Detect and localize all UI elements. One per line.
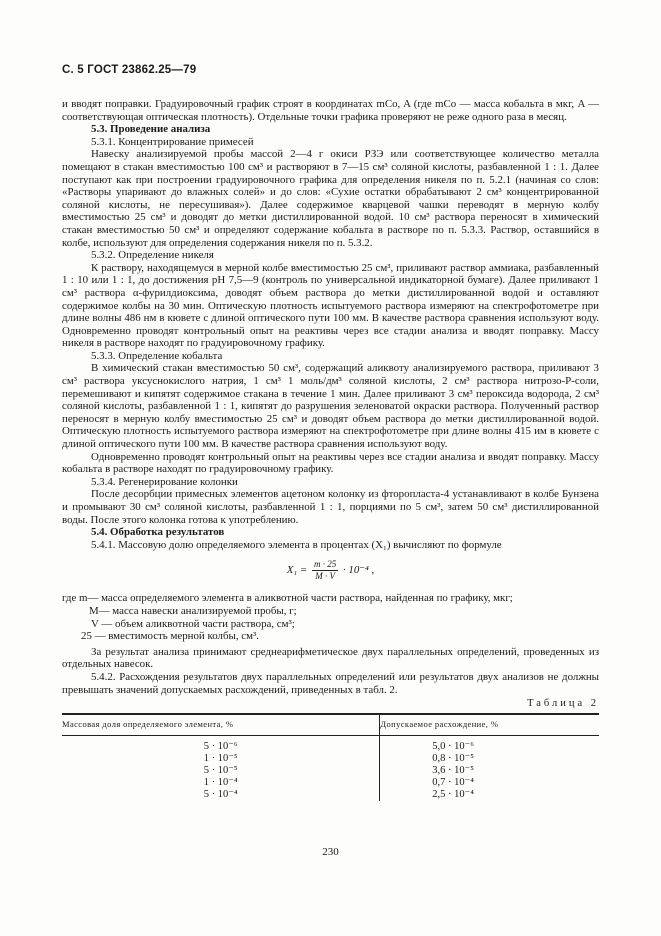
legend-25: 25 — вместимость мерной колбы, см³. bbox=[81, 630, 259, 643]
paragraph-calibration-end: и вводят поправки. Градуировочный график строят в координатах mCo, A (где mCo — масса кобальта в мкг, A — соответствующая оптическая плотность). Отдельные точки графика проверяют не реже одного раза в месяц. bbox=[62, 98, 599, 123]
legend-M: M— масса навески анализируемой пробы, г; bbox=[89, 604, 297, 617]
paragraph-5-3-3: В химический стакан вместимостью 50 см³, содержащий аликвоту анализируемого раствора, приливают 3 см³ раствора уксуснокислого натрия, 1 см³ 1 моль/дм³ соляной кислоты, 2 см³ раствора нитрозо-Р-соли, перемешивают и кипятят содержимое стакана в течение 1 мин. Далее приливают 3 см³ пероксида водорода, 2 см³ соляной кислоты, разбавленной 1 : 1, кипятят до разрушения зеленоватой окраски раствора. Полученный раствор переносят в мерную колбу вместимостью 25 см³ и доводят объем раствора до метки дистиллированной водой. Оптическую плотность испытуемого раствора измеряют на спектрофотометре при длине волны 415 им в кювете с длиной оптического пути 100 мм. В качестве раствора сравнения используют воду. bbox=[62, 362, 599, 451]
table-header-row bbox=[62, 714, 599, 736]
paragraph-result: За результат анализа принимают среднеарифметическое двух параллельных определений, проведенных из отдельных навесок. bbox=[62, 645, 599, 671]
table-row bbox=[62, 736, 599, 754]
paragraph-5-3-3-control: Одновременно проводят контрольный опыт на реактивы через все стадии анализа и вводят поправку. Массу кобальта в растворе находят по градуировочному графику. bbox=[62, 450, 599, 476]
legend-m: где m— масса определяемого элемента в аликвотной части раствора, найденная по графику, мкг; bbox=[62, 592, 513, 605]
page-header: С. 5 ГОСТ 23862.25—79 bbox=[62, 64, 197, 76]
table-row bbox=[62, 789, 599, 801]
table-cell-tolerance: 0,7 · 10⁻⁴ bbox=[432, 777, 474, 789]
table-cell-fraction: 1 · 10⁻⁵ bbox=[62, 753, 380, 765]
section-heading-5-4: 5.4. Обработка результатов bbox=[91, 526, 225, 539]
table-header-tolerance: Допускаемое расхождение, % bbox=[380, 714, 599, 736]
paragraph-5-3-2: К раствору, находящемуся в мерной колбе вместимостью 25 см³, приливают раствор аммиака, разбавленный 1 : 10 или 1 : 1, до достижения рН 7,5—9 (контроль по универсальной индикаторной бумаге). Далее приливают 1 см³ раствора α-фурилдиоксима, доводят объем раствора до метки дистиллированной водой и оставляют содержимое колбы на 30 мин. Оптическую плотность испытуемого раствора измеряют на спектрофотометре при длине волны 486 нм в кювете с длиной оптического пути 100 мм. В качестве раствора сравнения используют воду. Одновременно проводят контрольный опыт на реактивы через все стадии анализа и вводят поправку. Массу никеля в растворе находят по градуировочному графику. bbox=[62, 261, 599, 350]
legend-V: V — объем аликвотной части раствора, см³; bbox=[91, 617, 295, 630]
formula-denominator: M · V bbox=[315, 571, 335, 582]
subsection-heading-5-3-2: 5.3.2. Определение никеля bbox=[91, 249, 214, 262]
paragraph-5-4-2: 5.4.2. Расхождения результатов двух параллельных определений или результатов двух анализов не должны превышать значений допускаемых расхождений, приведенных в табл. 2. bbox=[62, 670, 599, 696]
table-cell-tolerance: 0,8 · 10⁻⁵ bbox=[432, 753, 474, 765]
subsection-heading-5-3-1: 5.3.1. Концентрирование примесей bbox=[91, 135, 254, 148]
table-cell-fraction: 5 · 10⁻⁵ bbox=[62, 765, 380, 777]
table-row bbox=[62, 777, 599, 789]
table-cell-fraction: 5 · 10⁻⁶ bbox=[62, 736, 380, 754]
formula-numerator: m · 25 bbox=[313, 559, 337, 570]
tolerance-table bbox=[62, 713, 599, 802]
paragraph-5-4-1: 5.4.1. Массовую долю определяемого элемента в процентах (X₁) вычисляют по формуле bbox=[91, 538, 502, 551]
table-cell-fraction: 5 · 10⁻⁴ bbox=[62, 789, 380, 801]
table-cell-tolerance: 3,6 · 10⁻⁵ bbox=[432, 765, 474, 777]
formula-lhs: X₁ = bbox=[286, 564, 308, 577]
formula-tail: · 10⁻⁴ , bbox=[342, 564, 375, 577]
table-row bbox=[62, 765, 599, 777]
table-caption: Таблица 2 bbox=[527, 698, 599, 710]
mass-fraction-formula bbox=[62, 551, 599, 592]
table-header-fraction: Массовая доля определяемого элемента, % bbox=[62, 714, 380, 736]
paragraph-5-3-4: После десорбции примесных элементов ацетоном колонку из фторопласта-4 устанавливают в колбе Бунзена и промывают 30 см³ соляной кислоты, разбавленной 1 : 1, порциями по 5 см³, затем 50 см³ дистиллированной воды. После этого колонка готова к употреблению. bbox=[62, 488, 599, 526]
page-number: 230 bbox=[322, 846, 339, 858]
table-cell-fraction: 1 · 10⁻⁴ bbox=[62, 777, 380, 789]
document-body bbox=[62, 98, 599, 801]
subsection-heading-5-3-4: 5.3.4. Регенерирование колонки bbox=[91, 475, 238, 488]
paragraph-5-3-1: Навеску анализируемой пробы массой 2—4 г окиси РЗЭ или соответствующее количество металла помещают в стакан вместимостью 100 см³ и растворяют в 7—15 см³ соляной кислоты, разбавленной 1 : 1. Далее поступают как при построении градуировочного графика для определения никеля по п. 5.2.1 (начиная со слов: «Растворы упаривают до влажных солей» и до слов: «Сухие остатки обрабатывают 2 см³ концентрированной соляной кислоты, не пересушивая»). Далее содержимое кварцевой чашки переводят в мерную колбу вместимостью 25 см³ и доводят до метки дистиллированной водой. 10 см³ раствора переносят в химический стакан вместимостью 50 см³ и определяют содержание кобальта в растворе по п. 5.3.3. Раствор, оставшийся в колбе, используют для определения содержания никеля по п. 5.3.2. bbox=[62, 148, 599, 249]
formula-fraction bbox=[312, 559, 338, 582]
table-cell-tolerance: 5,0 · 10⁻⁶ bbox=[432, 741, 474, 753]
table-cell-tolerance: 2,5 · 10⁻⁴ bbox=[432, 789, 474, 801]
section-heading-5-3: 5.3. Проведение анализа bbox=[91, 123, 211, 136]
table-row bbox=[62, 753, 599, 765]
subsection-heading-5-3-3: 5.3.3. Определение кобальта bbox=[91, 349, 223, 362]
